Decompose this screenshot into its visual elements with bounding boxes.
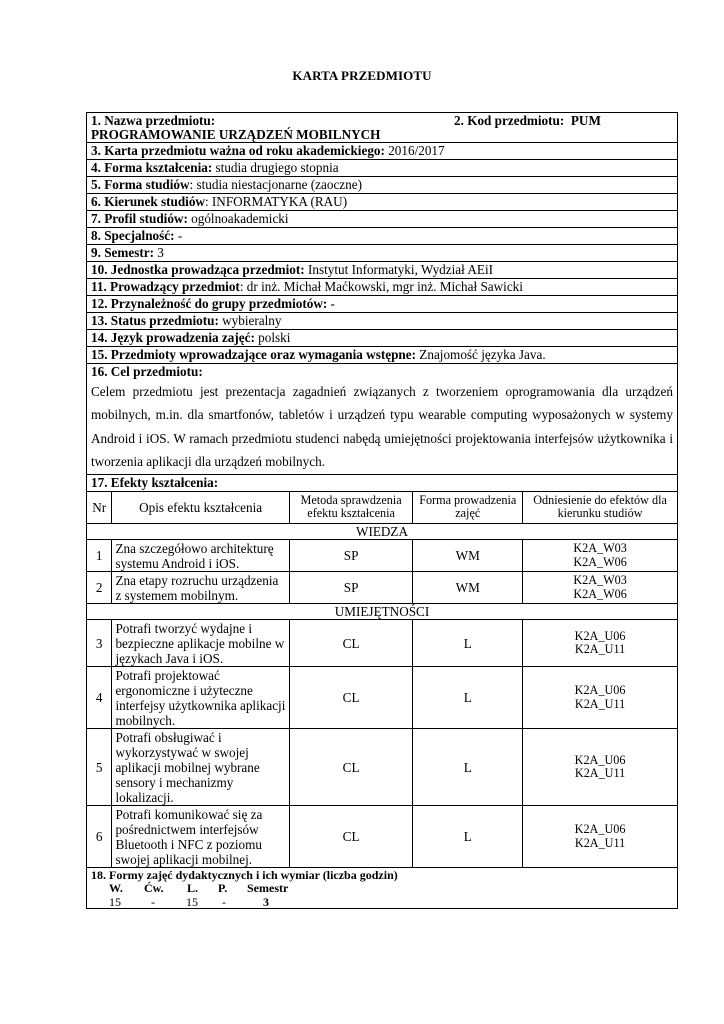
hours-col-label: P. (218, 881, 228, 896)
info-value: ogólnoakademicki (187, 211, 289, 226)
info-row-4 (87, 160, 677, 177)
effects-label: 17. Efekty kształcenia: (91, 474, 219, 490)
page-title: KARTA PRZEDMIOTU (292, 68, 432, 83)
header-odniesienie: Odniesienie do efektów dla kierunku studiów (523, 492, 677, 524)
effect-row-4 (87, 667, 677, 729)
effects-label-row (87, 475, 677, 492)
info-label: 8. Specjalność: (91, 228, 175, 243)
course-card (86, 112, 678, 909)
info-value: polski (254, 330, 291, 345)
effect-odniesienie (523, 620, 677, 667)
info-value: - (174, 228, 183, 243)
info-label: 13. Status przedmiotu: (91, 313, 219, 328)
effect-nr: 1 (87, 540, 112, 572)
course-name-value: PROGRAMOWANIE URZĄDZEŃ MOBILNYCH (91, 127, 381, 142)
header-forma: Forma prowadzenia zajęć (413, 492, 523, 524)
effect-ref: K2A_U11 (574, 642, 626, 657)
info-value: Instytut Informatyki, Wydział AEiI (304, 262, 494, 277)
course-code-label: 2. Kod przedmiotu: (454, 113, 565, 128)
effect-ref: K2A_W03 (573, 573, 627, 588)
hours-col-label: L. (187, 881, 199, 896)
info-row-14 (87, 330, 677, 347)
effect-opis: Potrafi projektować ergonomiczne i użyteczne interfejsy użytkownika aplikacji mobilnych. (112, 667, 289, 729)
info-row-11 (87, 279, 677, 296)
info-label: 12. Przynależność do grupy przedmiotów: (91, 296, 328, 311)
info-label: 10. Jednostka prowadząca przedmiot: (91, 262, 305, 277)
effect-nr: 2 (87, 572, 112, 604)
info-row-12 (87, 296, 677, 313)
info-value: : INFORMATYKA (RAU) (204, 194, 348, 209)
info-row-7 (87, 211, 677, 228)
effect-metoda: CL (289, 620, 413, 667)
hours-label: 18. Formy zajęć dydaktycznych i ich wymiar (liczba godzin) (91, 868, 398, 883)
effect-odniesienie (523, 572, 677, 604)
info-value: studia drugiego stopnia (212, 160, 339, 175)
effect-opis: Potrafi komunikować się za pośrednictwem interfejsów Bluetooth i NFC z poziomu swojej aplikacji mobilnej. (112, 806, 289, 868)
effect-metoda: CL (289, 729, 413, 806)
effects-table (87, 492, 677, 869)
info-row-13 (87, 313, 677, 330)
section-umiejetnosci-row (87, 604, 677, 620)
section-wiedza-row (87, 524, 677, 540)
course-goal-label: 16. Cel przedmiotu: (91, 364, 203, 379)
effect-row-5 (87, 729, 677, 806)
info-value: - (327, 296, 335, 311)
effect-ref: K2A_U06 (574, 752, 626, 767)
effect-nr: 6 (87, 806, 112, 868)
info-label: 11. Prowadzący przedmiot (91, 279, 240, 294)
effect-metoda: SP (289, 572, 413, 604)
course-name-label: 1. Nazwa przedmiotu: (91, 113, 216, 128)
info-value: wybieralny (218, 313, 282, 328)
effect-forma: L (413, 806, 523, 868)
info-row-5 (87, 177, 677, 194)
effect-ref: K2A_U06 (574, 822, 626, 837)
effect-opis: Zna etapy rozruchu urządzenia z systemem mobilnym. (112, 572, 289, 604)
course-goal-text: Celem przedmiotu jest prezentacja zagadnień związanych z tworzeniem oprogramowania dla urządzeń mobilnych, m.in. dla smartfonów, tabletów i urządzeń typu wearable computing wyposażonych w systemy Android i iOS. W ramach przedmiotu studenci nabędą umiejętności projektowania interfejsów użytkownika i tworzenia aplikacji dla urządzeń mobilnych. (91, 384, 673, 470)
effect-ref: K2A_U11 (574, 766, 626, 781)
hours-col-value: - (151, 895, 155, 910)
effect-opis: Potrafi tworzyć wydajne i bezpieczne aplikacje mobilne w językach Java i iOS. (112, 620, 289, 667)
hours-col-value: 15 (109, 895, 121, 910)
effect-opis: Zna szczegółowo architekturę systemu Android i iOS. (112, 540, 289, 572)
effect-nr: 4 (87, 667, 112, 729)
effect-forma: WM (413, 572, 523, 604)
info-label: 5. Forma studiów (91, 177, 190, 192)
info-label: 9. Semestr: (91, 245, 154, 260)
effect-ref: K2A_U11 (574, 835, 626, 850)
effect-row-2 (87, 572, 677, 604)
info-row-3 (87, 143, 677, 160)
effect-ref: K2A_W06 (573, 586, 627, 601)
info-label: 3. Karta przedmiotu ważna od roku akademickiego: (91, 143, 385, 158)
info-label: 7. Profil studiów: (91, 211, 188, 226)
effect-metoda: CL (289, 667, 413, 729)
header-metoda: Metoda sprawdzenia efektu kształcenia (289, 492, 413, 524)
effect-metoda: CL (289, 806, 413, 868)
effect-forma: L (413, 729, 523, 806)
effect-odniesienie (523, 729, 677, 806)
hours-col-value: 3 (263, 895, 269, 910)
effect-row-1 (87, 540, 677, 572)
info-value: : dr inż. Michał Maćkowski, mgr inż. Michał Sawicki (239, 279, 523, 294)
section-umiejetnosci: UMIEJĘTNOŚCI (87, 604, 677, 620)
effect-nr: 3 (87, 620, 112, 667)
hours-col-label: W. (109, 881, 123, 896)
effect-row-3 (87, 620, 677, 667)
effect-nr: 5 (87, 729, 112, 806)
effect-row-6 (87, 806, 677, 868)
effect-ref: K2A_U11 (574, 696, 626, 711)
effect-forma: WM (413, 540, 523, 572)
info-value: 2016/2017 (384, 143, 445, 158)
course-code-value: PUM (570, 113, 601, 128)
effect-forma: L (413, 667, 523, 729)
effect-forma: L (413, 620, 523, 667)
course-goal-row (87, 364, 677, 475)
info-row-9 (87, 245, 677, 262)
info-label: 14. Język prowadzenia zajęć: (91, 330, 255, 345)
info-value: Znajomość języka Java. (416, 347, 546, 362)
info-row-15 (87, 347, 677, 364)
info-row-6 (87, 194, 677, 211)
info-value: : studia niestacjonarne (zaoczne) (189, 177, 362, 192)
hours-col-label: Semestr (247, 881, 289, 896)
effect-odniesienie (523, 806, 677, 868)
header-opis: Opis efektu kształcenia (112, 492, 289, 524)
info-value: 3 (153, 245, 164, 260)
hours-col-value: 15 (186, 895, 198, 910)
effect-ref: K2A_W06 (573, 554, 627, 569)
course-name-row (87, 113, 677, 143)
effect-odniesienie (523, 540, 677, 572)
hours-col-value: - (222, 895, 226, 910)
info-row-10 (87, 262, 677, 279)
info-label: 15. Przedmioty wprowadzające oraz wymagania wstępne: (91, 347, 416, 362)
info-row-8 (87, 228, 677, 245)
effects-header-row (87, 492, 677, 524)
effect-opis: Potrafi obsługiwać i wykorzystywać w swojej aplikacji mobilnej wybrane sensory i mechanizmy lokalizacji. (112, 729, 289, 806)
info-label: 4. Forma kształcenia: (91, 160, 213, 175)
course-code (454, 113, 601, 129)
hours-row (87, 868, 677, 908)
effect-metoda: SP (289, 540, 413, 572)
effect-ref: K2A_U06 (574, 683, 626, 698)
info-label: 6. Kierunek studiów (91, 194, 205, 209)
header-nr: Nr (87, 492, 112, 524)
section-wiedza: WIEDZA (87, 524, 677, 540)
effect-odniesienie (523, 667, 677, 729)
effect-ref: K2A_U06 (574, 628, 626, 643)
effect-ref: K2A_W03 (573, 541, 627, 556)
hours-col-label: Ćw. (144, 881, 164, 896)
